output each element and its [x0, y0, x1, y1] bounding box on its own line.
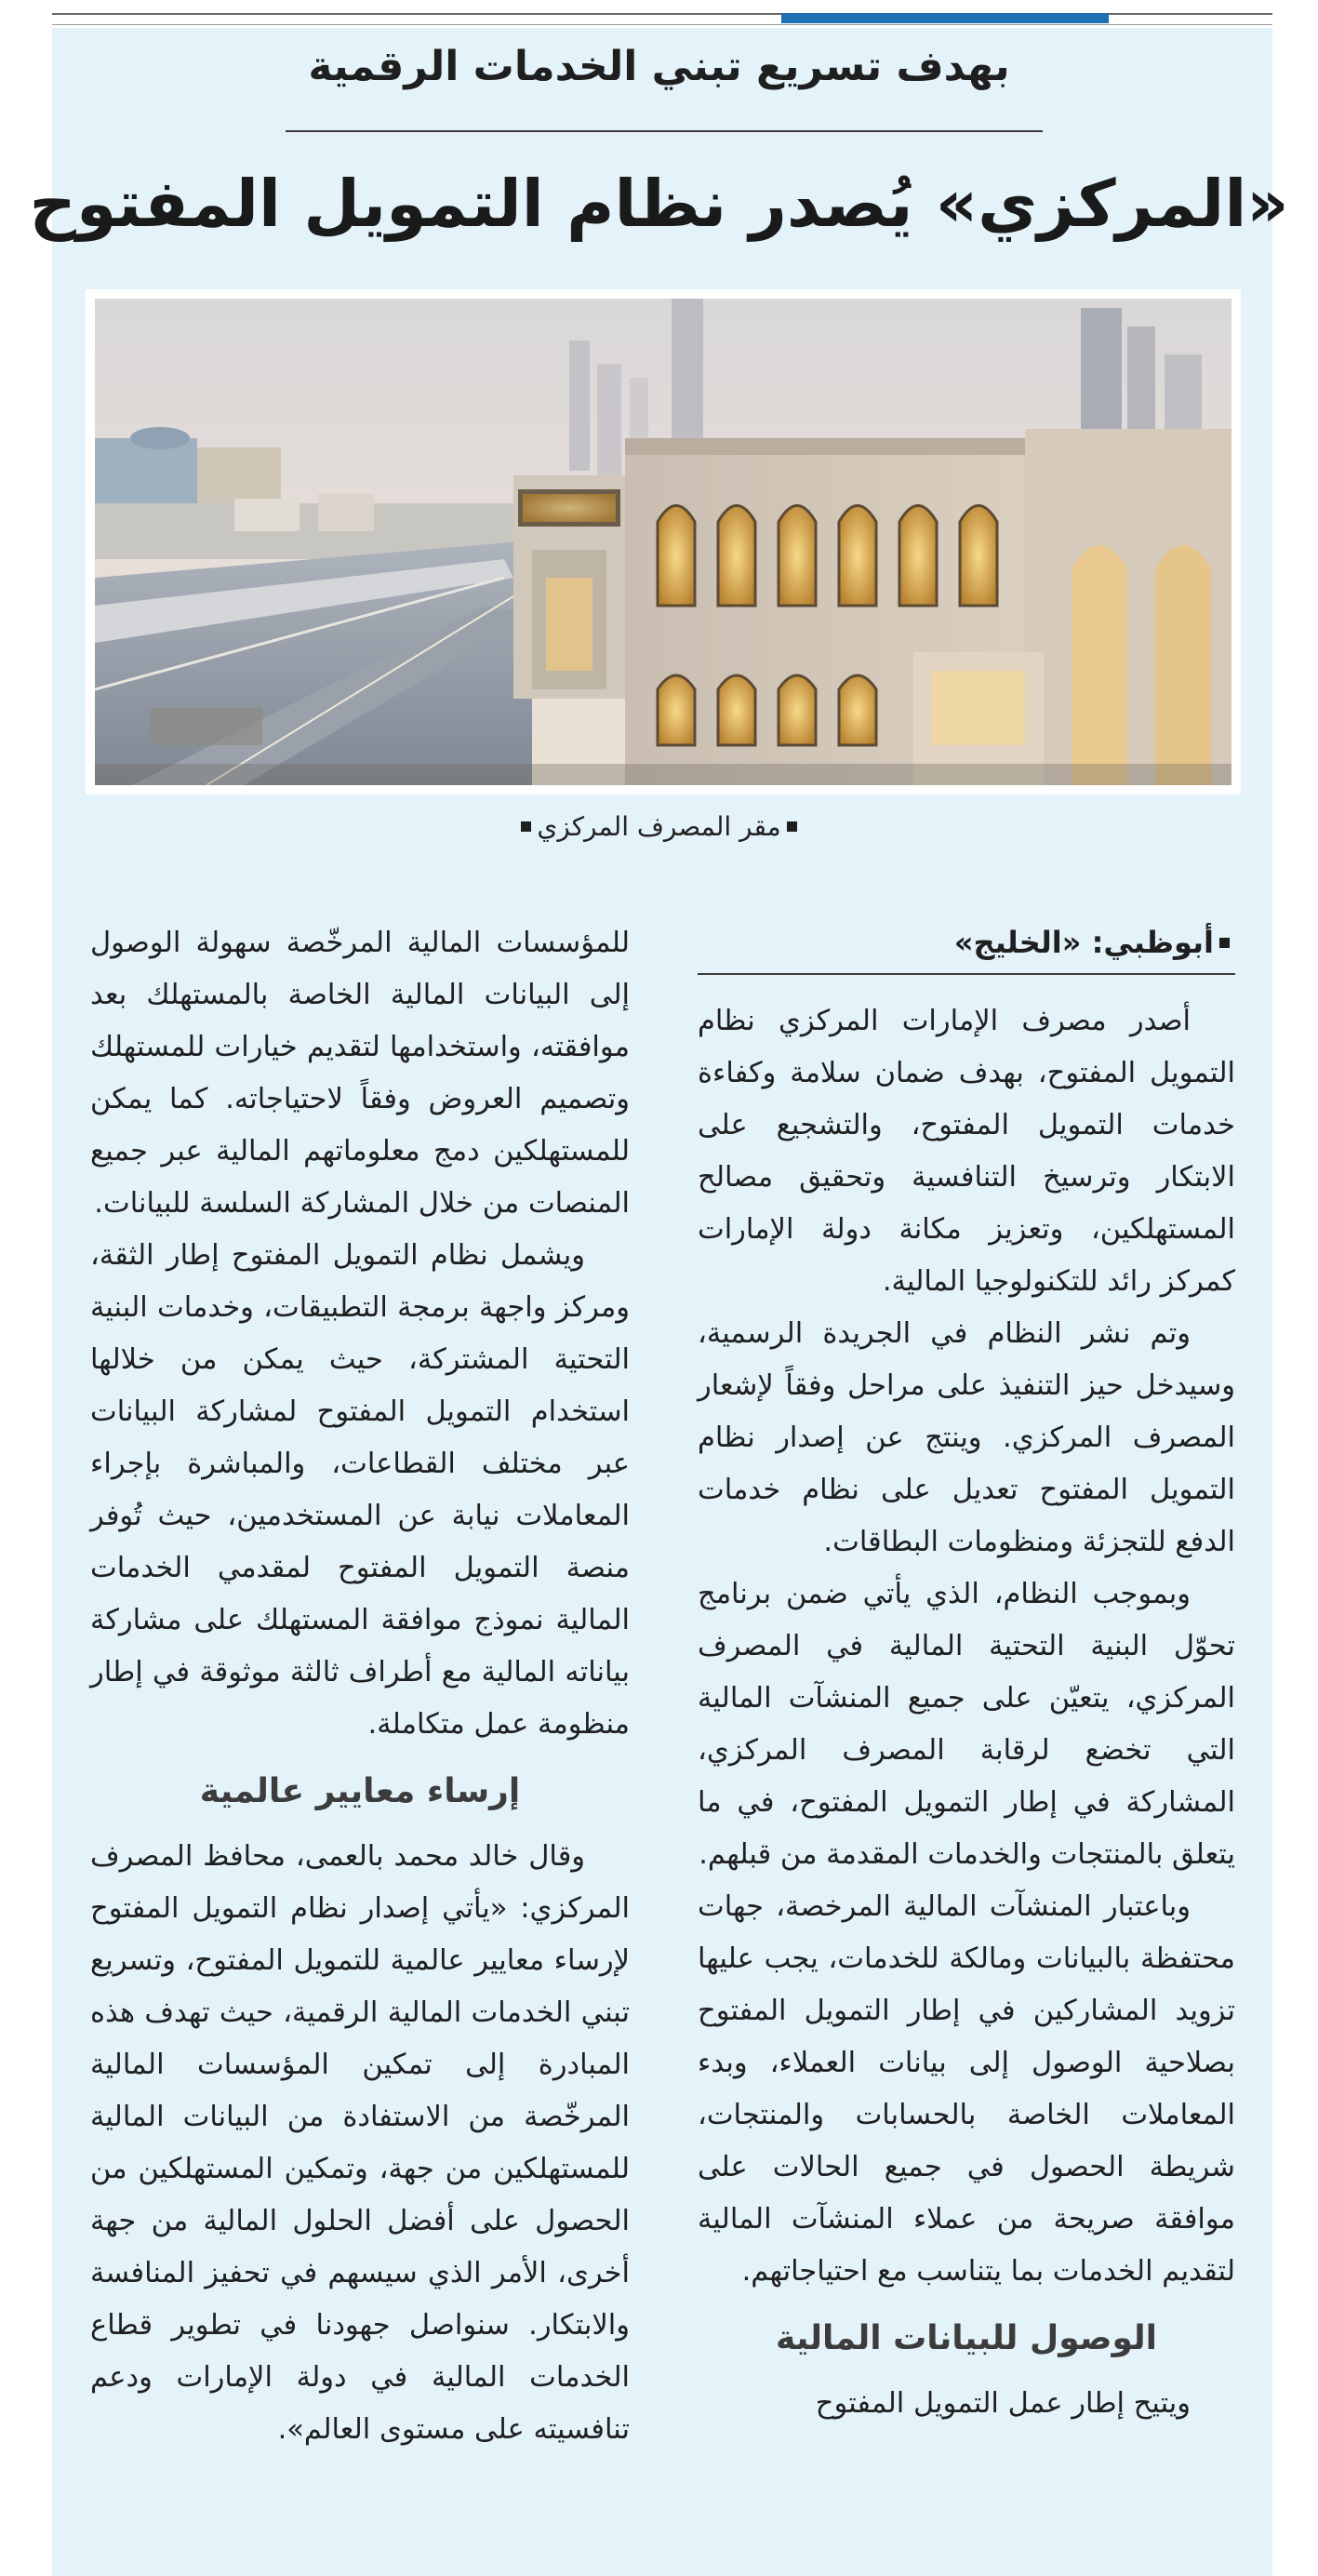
top-rule-thin — [52, 24, 1272, 25]
byline-text: أبوظبي: «الخليج» — [953, 925, 1214, 960]
paragraph: للمؤسسات المالية المرخّصة سهولة الوصول إلى البيانات المالية الخاصة بالمستهلك بعد موافقته، واستخدامها لتقديم خيارات للمستهلك وتصميم العروض وفقاً لاحتياجاته. كما يمكن للمستهلكين دمج معلوماتهم المالية عبر جميع المنصات من خلال المشاركة السلسة للبيانات. — [90, 927, 630, 1220]
paragraph: وباعتبار المنشآت المالية المرخصة، جهات محتفظة بالبيانات ومالكة للخدمات، يجب عليها تزويد المشاركين في إطار التمويل المفتوح بصلاحية الوصول إلى بيانات العملاء، وبدء المعاملات الخاصة بالحسابات والمنتجات، شريطة الحصول في جميع الحالات على موافقة صريحة من عملاء المنشآت المالية لتقديم الخدمات بما يتناسب مع احتياجاتهم. — [698, 1890, 1235, 2288]
article-photo — [86, 289, 1241, 794]
paragraph: وبموجب النظام، الذي يأتي ضمن برنامج تحوّل البنية التحتية المالية في المصرف المركزي، يتعيّن على جميع المنشآت المالية التي تخضع لرقابة المصرف المركزي، المشاركة في إطار التمويل المفتوح، في ما يتعلق بالمنتجات والخدمات المقدمة من قبلهم. — [698, 1578, 1235, 1871]
byline — [698, 919, 1235, 975]
section-accent-bar — [781, 13, 1109, 23]
article-kicker: بهدف تسريع تبني الخدمات الرقمية — [308, 43, 1010, 90]
paragraph: ويشمل نظام التمويل المفتوح إطار الثقة، ومركز واجهة برمجة التطبيقات، وخدمات البنية التحتية المشتركة، حيث يمكن من خلالها استخدام التمويل المفتوح لمشاركة البيانات عبر مختلف القطاعات، والمباشرة بإجراء المعاملات نيابة عن المستخدمين، حيث تُوفر منصة التمويل المفتوح لمقدمي الخدمات المالية نموذج موافقة المستهلك على مشاركة بياناته المالية مع أطراف ثالثة موثوقة في إطار منظومة عمل متكاملة. — [90, 1239, 630, 1741]
paragraph: وقال خالد محمد بالعمى، محافظ المصرف المركزي: «يأتي إصدار نظام التمويل المفتوح لإرساء معايير عالمية للتمويل المفتوح، وتسريع تبني الخدمات المالية الرقمية، حيث تهدف هذه المبادرة إلى تمكين المؤسسات المالية المرخّصة من الاستفادة من البيانات المالية للمستهلكين من جهة، وتمكين المستهلكين من الحصول على أفضل الحلول المالية من جهة أخرى، الأمر الذي سيسهم في تحفيز المنافسة والابتكار. سنواصل جهودنا في تطوير قطاع الخدمات المالية في دولة الإمارات ودعم تنافسيته على مستوى العالم». — [90, 1840, 630, 2446]
article-headline: «المركزي» يُصدر نظام التمويل المفتوح — [29, 166, 1289, 242]
kicker-underline — [286, 130, 1043, 132]
paragraph: ويتيح إطار عمل التمويل المفتوح — [815, 2387, 1191, 2420]
subheading: الوصول للبيانات المالية — [776, 2319, 1157, 2357]
article-column-left — [90, 917, 630, 2456]
caption-bullet-icon — [787, 821, 797, 832]
central-bank-building-image — [95, 299, 1231, 785]
paragraph: أصدر مصرف الإمارات المركزي نظام التمويل المفتوح، بهدف ضمان سلامة وكفاءة خدمات التمويل المفتوح، والتشجيع على الابتكار وترسيخ التنافسية وتحقيق مصالح المستهلكين، وتعزيز مكانة دولة الإمارات كمركز رائد للتكنولوجيا المالية. — [698, 1005, 1235, 1298]
article-column-right — [698, 919, 1235, 2430]
photo-caption — [0, 811, 1318, 842]
subheading: إرساء معايير عالمية — [199, 1772, 521, 1810]
paragraph: وتم نشر النظام في الجريدة الرسمية، وسيدخل حيز التنفيذ على مراحل وفقاً لإشعار المصرف المركزي. وينتج عن إصدار نظام التمويل المفتوح تعديل على نظام خدمات الدفع للتجزئة ومنظومات البطاقات. — [698, 1317, 1235, 1558]
byline-bullet-icon — [1219, 938, 1230, 948]
photo-caption-text: مقر المصرف المركزي — [537, 811, 781, 842]
caption-bullet-icon — [521, 821, 531, 832]
